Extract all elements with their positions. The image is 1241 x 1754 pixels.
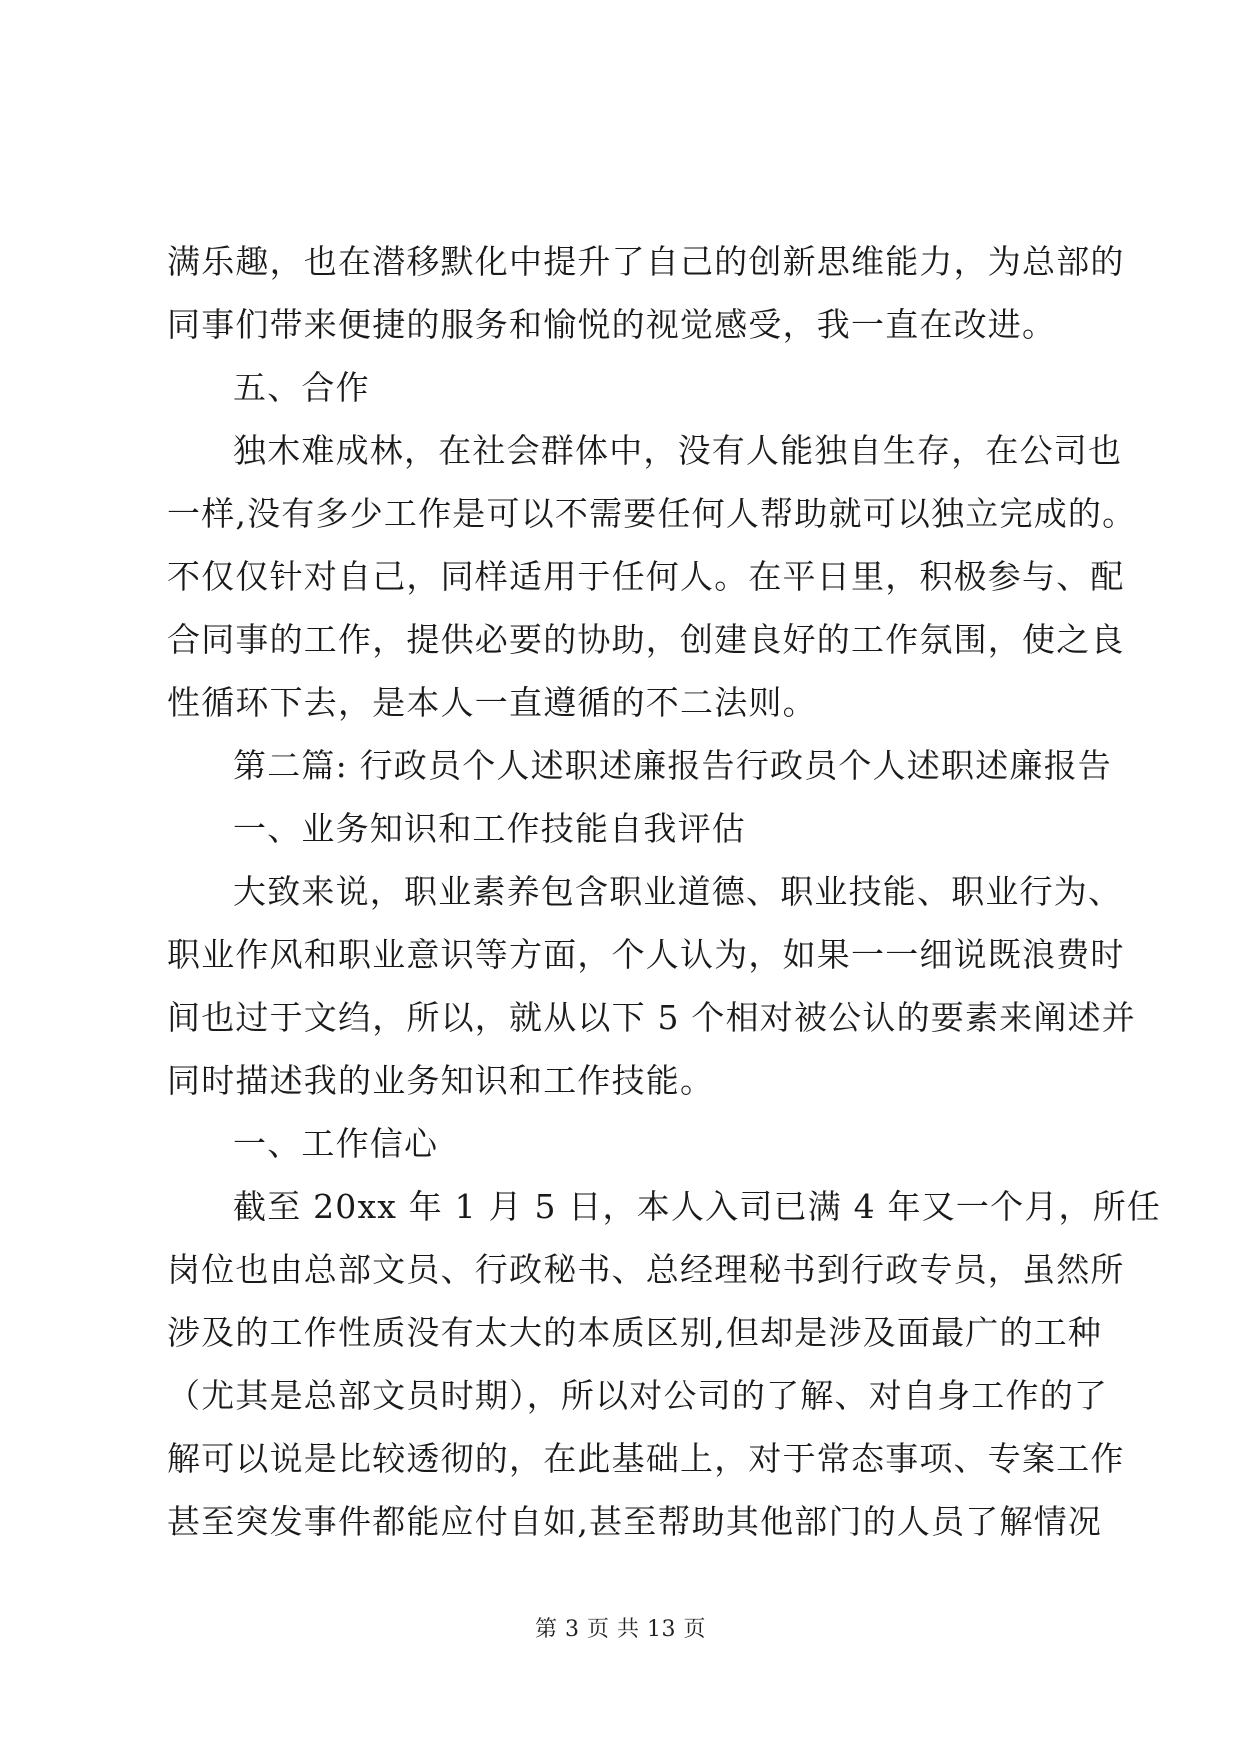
text-line: 不仅仅针对自己，同样适用于任何人。在平日里，积极参与、配 [167, 557, 1125, 596]
page-number-footer: 第 3 页 共 13 页 [535, 1617, 706, 1642]
text-line: 大致来说，职业素养包含职业道德、职业技能、职业行为、 [233, 872, 1123, 911]
text-line: 一样,没有多少工作是可以不需要任何人帮助就可以独立完成的。 [167, 494, 1137, 533]
text-line: 独木难成林，在社会群体中，没有人能独自生存，在公司也 [233, 431, 1123, 470]
text-line: 解可以说是比较透彻的，在此基础上，对于常态事项、专案工作 [167, 1439, 1125, 1478]
text-line: 截至 20xx 年 1 月 5 日，本人入司已满 4 年又一个月，所任 [233, 1187, 1162, 1226]
chapter-heading: 第二篇: 行政员个人述职述廉报告行政员个人述职述廉报告 [233, 746, 1113, 785]
section-heading: 一、业务知识和工作技能自我评估 [233, 809, 746, 848]
text-line: 满乐趣，也在潜移默化中提升了自己的创新思维能力，为总部的 [167, 242, 1125, 281]
section-heading: 一、工作信心 [233, 1124, 439, 1163]
text-line: 涉及的工作性质没有太大的本质区别,但却是涉及面最广的工种 [167, 1313, 1103, 1352]
text-line: 间也过于文绉，所以，就从以下 5 个相对被公认的要素来阐述并 [167, 998, 1136, 1037]
text-line: 岗位也由总部文员、行政秘书、总经理秘书到行政专员，虽然所 [167, 1250, 1125, 1289]
text-line: 甚至突发事件都能应付自如,甚至帮助其他部门的人员了解情况 [167, 1502, 1103, 1541]
text-line: 同时描述我的业务知识和工作技能。 [167, 1061, 715, 1100]
text-line: 性循环下去，是本人一直遵循的不二法则。 [167, 683, 817, 722]
text-line: （尤其是总部文员时期），所以对公司的了解、对自身工作的了 [167, 1376, 1109, 1415]
document-body [167, 230, 1162, 1553]
text-line: 合同事的工作，提供必要的协助，创建良好的工作氛围，使之良 [167, 620, 1125, 659]
text-line: 职业作风和职业意识等方面，个人认为，如果一一细说既浪费时 [167, 935, 1125, 974]
text-line: 同事们带来便捷的服务和愉悦的视觉感受，我一直在改进。 [167, 305, 1057, 344]
section-heading: 五、合作 [233, 368, 370, 407]
